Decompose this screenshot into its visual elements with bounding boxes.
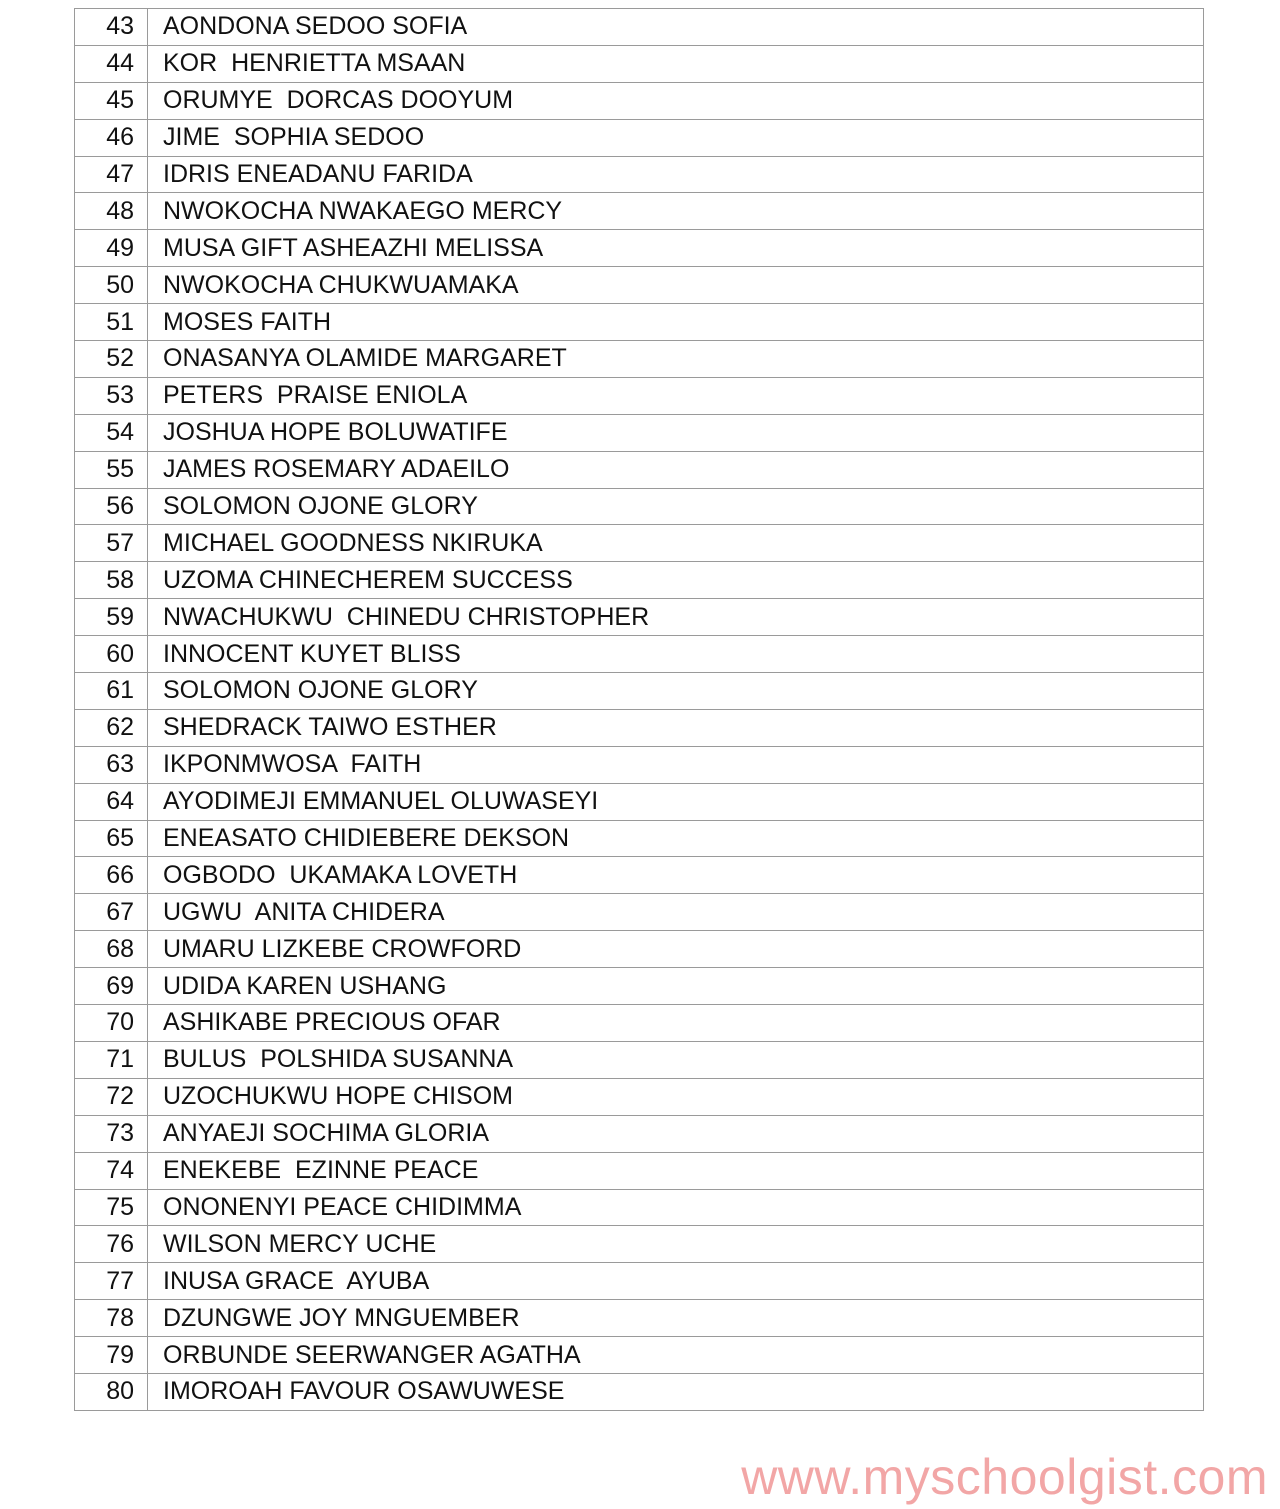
table-row (75, 1152, 1204, 1189)
student-name: ENEKEBE EZINNE PEACE (148, 1152, 1204, 1189)
student-name: NWOKOCHA NWAKAEGO MERCY (148, 193, 1204, 230)
table-row (75, 636, 1204, 673)
student-name: UMARU LIZKEBE CROWFORD (148, 931, 1204, 968)
table-row (75, 525, 1204, 562)
student-name: ASHIKABE PRECIOUS OFAR (148, 1005, 1204, 1042)
student-name: SOLOMON OJONE GLORY (148, 673, 1204, 710)
student-name: SOLOMON OJONE GLORY (148, 488, 1204, 525)
table-row (75, 1300, 1204, 1337)
row-number: 74 (75, 1152, 148, 1189)
table-row (75, 267, 1204, 304)
table-row (75, 968, 1204, 1005)
student-name: NWACHUKWU CHINEDU CHRISTOPHER (148, 599, 1204, 636)
student-name: NWOKOCHA CHUKWUAMAKA (148, 267, 1204, 304)
table-row (75, 1263, 1204, 1300)
table-row (75, 931, 1204, 968)
table-row (75, 1115, 1204, 1152)
student-name: JAMES ROSEMARY ADAEILO (148, 451, 1204, 488)
row-number: 49 (75, 230, 148, 267)
student-name: DZUNGWE JOY MNGUEMBER (148, 1300, 1204, 1337)
student-name: UGWU ANITA CHIDERA (148, 894, 1204, 931)
table-row (75, 894, 1204, 931)
row-number: 53 (75, 377, 148, 414)
student-name: BULUS POLSHIDA SUSANNA (148, 1041, 1204, 1078)
row-number: 59 (75, 599, 148, 636)
table-row (75, 341, 1204, 378)
site-watermark[interactable]: www.myschoolgist.com (741, 1449, 1268, 1505)
table-row (75, 1041, 1204, 1078)
row-number: 57 (75, 525, 148, 562)
table-row (75, 820, 1204, 857)
name-list-table (74, 8, 1204, 1411)
row-number: 75 (75, 1189, 148, 1226)
student-name: IKPONMWOSA FAITH (148, 746, 1204, 783)
row-number: 50 (75, 267, 148, 304)
student-name: ONONENYI PEACE CHIDIMMA (148, 1189, 1204, 1226)
table-row (75, 673, 1204, 710)
table-row (75, 709, 1204, 746)
table-row (75, 82, 1204, 119)
row-number: 68 (75, 931, 148, 968)
row-number: 65 (75, 820, 148, 857)
table-row (75, 119, 1204, 156)
row-number: 71 (75, 1041, 148, 1078)
row-number: 80 (75, 1373, 148, 1410)
table-row (75, 377, 1204, 414)
student-name: ENEASATO CHIDIEBERE DEKSON (148, 820, 1204, 857)
table-row (75, 562, 1204, 599)
table-row (75, 414, 1204, 451)
student-name: INUSA GRACE AYUBA (148, 1263, 1204, 1300)
table-row (75, 1189, 1204, 1226)
student-name: UZOCHUKWU HOPE CHISOM (148, 1078, 1204, 1115)
row-number: 56 (75, 488, 148, 525)
table-row (75, 45, 1204, 82)
row-number: 73 (75, 1115, 148, 1152)
row-number: 79 (75, 1337, 148, 1374)
row-number: 43 (75, 9, 148, 46)
table-row (75, 1373, 1204, 1410)
student-name: WILSON MERCY UCHE (148, 1226, 1204, 1263)
row-number: 44 (75, 45, 148, 82)
row-number: 55 (75, 451, 148, 488)
student-name: MOSES FAITH (148, 304, 1204, 341)
table-row (75, 304, 1204, 341)
student-name: IMOROAH FAVOUR OSAWUWESE (148, 1373, 1204, 1410)
student-name: AYODIMEJI EMMANUEL OLUWASEYI (148, 783, 1204, 820)
row-number: 52 (75, 341, 148, 378)
student-name: ANYAEJI SOCHIMA GLORIA (148, 1115, 1204, 1152)
student-name: AONDONA SEDOO SOFIA (148, 9, 1204, 46)
table-row (75, 1226, 1204, 1263)
student-name: SHEDRACK TAIWO ESTHER (148, 709, 1204, 746)
table-row (75, 1078, 1204, 1115)
row-number: 54 (75, 414, 148, 451)
table-row (75, 1337, 1204, 1374)
table-row (75, 230, 1204, 267)
table-row (75, 9, 1204, 46)
row-number: 70 (75, 1005, 148, 1042)
row-number: 63 (75, 746, 148, 783)
row-number: 72 (75, 1078, 148, 1115)
row-number: 51 (75, 304, 148, 341)
table-row (75, 857, 1204, 894)
table-row (75, 1005, 1204, 1042)
row-number: 76 (75, 1226, 148, 1263)
row-number: 61 (75, 673, 148, 710)
row-number: 46 (75, 119, 148, 156)
row-number: 77 (75, 1263, 148, 1300)
row-number: 78 (75, 1300, 148, 1337)
table-row (75, 488, 1204, 525)
table-row (75, 783, 1204, 820)
table-row (75, 451, 1204, 488)
student-name: ONASANYA OLAMIDE MARGARET (148, 341, 1204, 378)
table-row (75, 156, 1204, 193)
row-number: 47 (75, 156, 148, 193)
table-row (75, 746, 1204, 783)
student-name: IDRIS ENEADANU FARIDA (148, 156, 1204, 193)
student-name: MICHAEL GOODNESS NKIRUKA (148, 525, 1204, 562)
row-number: 48 (75, 193, 148, 230)
table-row (75, 193, 1204, 230)
student-name: ORUMYE DORCAS DOOYUM (148, 82, 1204, 119)
row-number: 45 (75, 82, 148, 119)
student-name: JIME SOPHIA SEDOO (148, 119, 1204, 156)
row-number: 69 (75, 968, 148, 1005)
row-number: 66 (75, 857, 148, 894)
student-name: KOR HENRIETTA MSAAN (148, 45, 1204, 82)
student-name: OGBODO UKAMAKA LOVETH (148, 857, 1204, 894)
table-row (75, 599, 1204, 636)
student-name: INNOCENT KUYET BLISS (148, 636, 1204, 673)
student-name: PETERS PRAISE ENIOLA (148, 377, 1204, 414)
student-name: ORBUNDE SEERWANGER AGATHA (148, 1337, 1204, 1374)
row-number: 62 (75, 709, 148, 746)
row-number: 64 (75, 783, 148, 820)
student-name: JOSHUA HOPE BOLUWATIFE (148, 414, 1204, 451)
student-name: MUSA GIFT ASHEAZHI MELISSA (148, 230, 1204, 267)
name-list-body (75, 9, 1204, 1411)
student-name: UZOMA CHINECHEREM SUCCESS (148, 562, 1204, 599)
row-number: 67 (75, 894, 148, 931)
row-number: 60 (75, 636, 148, 673)
row-number: 58 (75, 562, 148, 599)
student-name: UDIDA KAREN USHANG (148, 968, 1204, 1005)
